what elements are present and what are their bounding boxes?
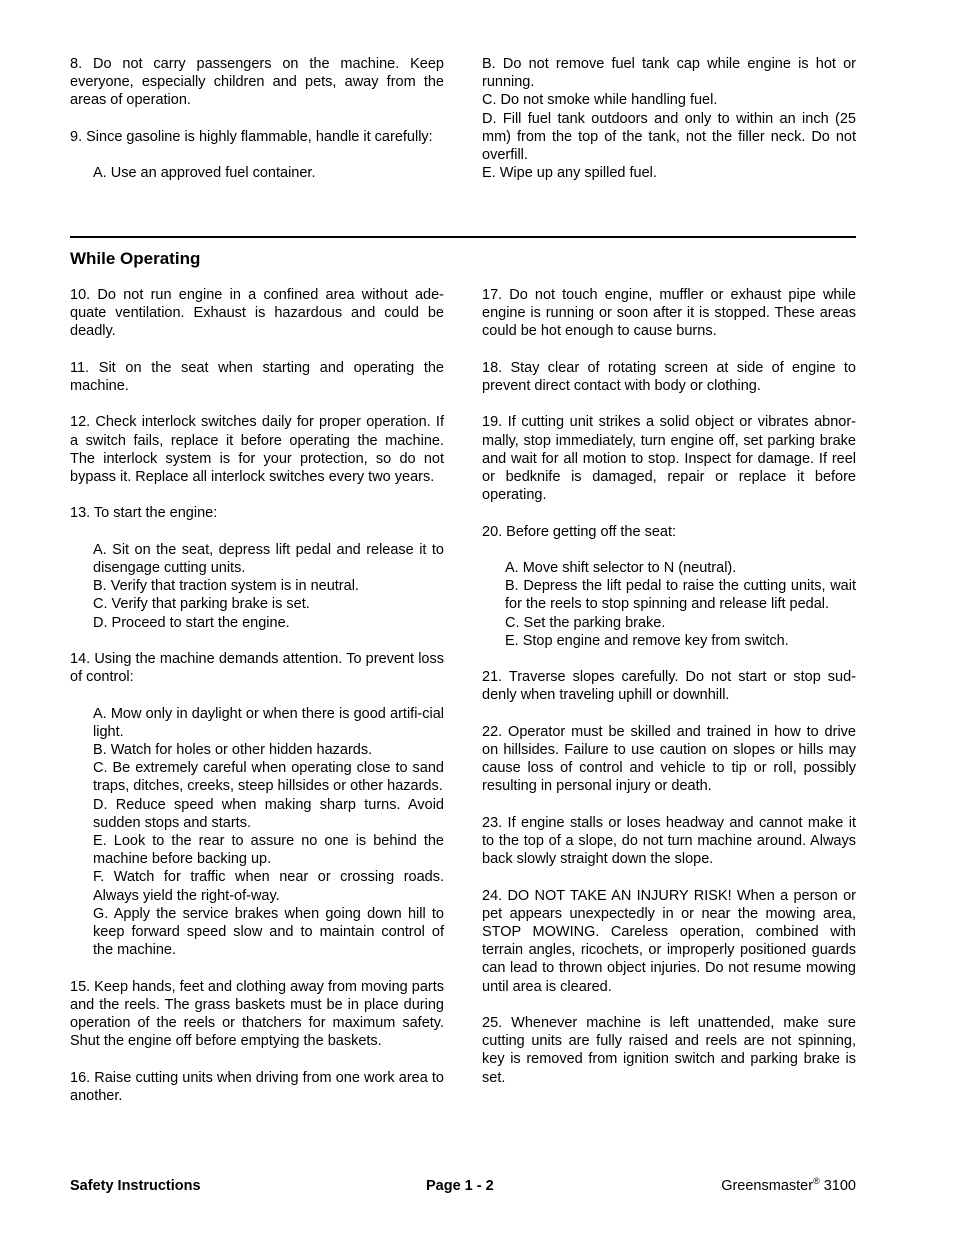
item-23: 23. If engine stalls or loses headway and cannot make it to the top of a slope, do not turn machine around. Always back slowly straight down the slope. (482, 814, 856, 868)
item-9-a: A. Use an approved fuel container. (93, 165, 316, 182)
footer-section-name: Safety Instructions (70, 1178, 201, 1194)
item-9-c: C. Do not smoke while handling fuel. (482, 92, 718, 109)
item-20-e: E. Stop engine and remove key from switch. (505, 632, 789, 649)
item-13: 13. To start the engine: (70, 505, 218, 522)
registered-mark: ® (813, 1176, 820, 1186)
section-title: While Operating (70, 249, 201, 268)
item-20: 20. Before getting off the seat: (482, 523, 677, 540)
item-9-d: D. Fill fuel tank outdoors and only to within an inch (25 mm) from the top of the tank, not the filler neck. Do not overfill. (482, 110, 856, 164)
page-number: Page 1 - 2 (426, 1178, 494, 1194)
item-14-a: A. Mow only in daylight or when there is good artifi-cial light. (93, 705, 444, 740)
item-9-e: E. Wipe up any spilled fuel. (482, 165, 657, 182)
item-8: 8. Do not carry passengers on the machine. Keep everyone, especially children and pets, away from the areas of operation. (70, 56, 444, 109)
item-18: 18. Stay clear of rotating screen at side of engine to prevent direct contact with body or clothing. (482, 359, 856, 394)
product-brand: Greensmaster (721, 1178, 814, 1194)
item-15: 15. Keep hands, feet and clothing away from moving parts and the reels. The grass baskets must be in place during operation of the reels or thatchers for maximum safety. Shut the engine off before emptying the baskets. (70, 978, 444, 1050)
left-column (70, 286, 444, 1105)
product-model: 3100 (819, 1178, 856, 1194)
item-24: 24. DO NOT TAKE AN INJURY RISK! When a person or pet appears unexpectedly in or near the mowing area, STOP MOWING. Careless operation, combined with terrain angles, ricochets, or improperly positioned guards can lead to thrown object injuries. Do not resume mowing until area is cleared. (482, 887, 856, 995)
item-9-b: B. Do not remove fuel tank cap while engine is hot or running. (482, 56, 856, 91)
item-22: 22. Operator must be skilled and trained in how to drive on hillsides. Failure to use caution on slopes or hills may cause loss of control and vehicle to tip or roll, possibly resulting in personal injury or death. (482, 723, 856, 795)
item-20-b: B. Depress the lift pedal to raise the cutting units, wait for the reels to stop spinning and release lift pedal. (505, 578, 856, 613)
item-14-g: G. Apply the service brakes when going down hill to keep forward speed slow and to maintain control of the machine. (93, 905, 444, 959)
top-right-column (482, 55, 856, 182)
page-footer (70, 1177, 856, 1197)
item-13-b: B. Verify that traction system is in neutral. (93, 578, 359, 595)
item-25: 25. Whenever machine is left unattended, make sure cutting units are fully raised and reels are not spinning, key is removed from ignition switch and parking brake is set. (482, 1014, 856, 1086)
item-21: 21. Traverse slopes carefully. Do not start or stop sud-denly when traveling uphill or downhill. (482, 669, 856, 704)
item-14: 14. Using the machine demands attention. To prevent loss of control: (70, 650, 444, 686)
item-14-e: E. Look to the rear to assure no one is behind the machine before backing up. (93, 833, 444, 868)
item-20-c: C. Set the parking brake. (505, 614, 666, 631)
item-13-c: C. Verify that parking brake is set. (93, 596, 310, 613)
section-divider (70, 236, 856, 238)
item-17: 17. Do not touch engine, muffler or exhaust pipe while engine is running or soon after it is stopped. These areas could be hot enough to cause burns. (482, 287, 856, 340)
item-13-a: A. Sit on the seat, depress lift pedal and release it to disengage cutting units. (93, 541, 444, 576)
right-column (482, 286, 856, 1087)
top-left-column (70, 55, 444, 182)
item-16: 16. Raise cutting units when driving from one work area to another. (70, 1069, 444, 1104)
item-14-b: B. Watch for holes or other hidden hazards. (93, 741, 373, 758)
item-14-c: C. Be extremely careful when operating close to sand traps, ditches, creeks, steep hillsides or other hazards. (93, 760, 444, 795)
item-12: 12. Check interlock switches daily for proper operation. If a switch fails, replace it before operating the machine. The interlock system is for your protection, so do not bypass it. Replace all interlock switches every two years. (70, 414, 444, 485)
item-14-d: D. Reduce speed when making sharp turns. Avoid sudden stops and starts. (93, 796, 444, 831)
item-14-f: F. Watch for traffic when near or crossing roads. Always yield the right-of-way. (93, 869, 444, 904)
item-13-d: D. Proceed to start the engine. (93, 614, 290, 631)
item-10: 10. Do not run engine in a confined area without ade-quate ventilation. Exhaust is hazardous and could be deadly. (70, 287, 444, 340)
item-9: 9. Since gasoline is highly flammable, handle it carefully: (70, 128, 433, 145)
item-19: 19. If cutting unit strikes a solid object or vibrates abnor-mally, stop immediately, turn engine off, set parking brake and wait for all motion to stop. Inspect for damage. If reel or bedknife is damaged, repair or replace it before operating. (482, 414, 856, 504)
footer-product (721, 1177, 856, 1195)
item-20-a: A. Move shift selector to N (neutral). (505, 559, 737, 576)
item-11: 11. Sit on the seat when starting and operating the machine. (70, 359, 444, 394)
